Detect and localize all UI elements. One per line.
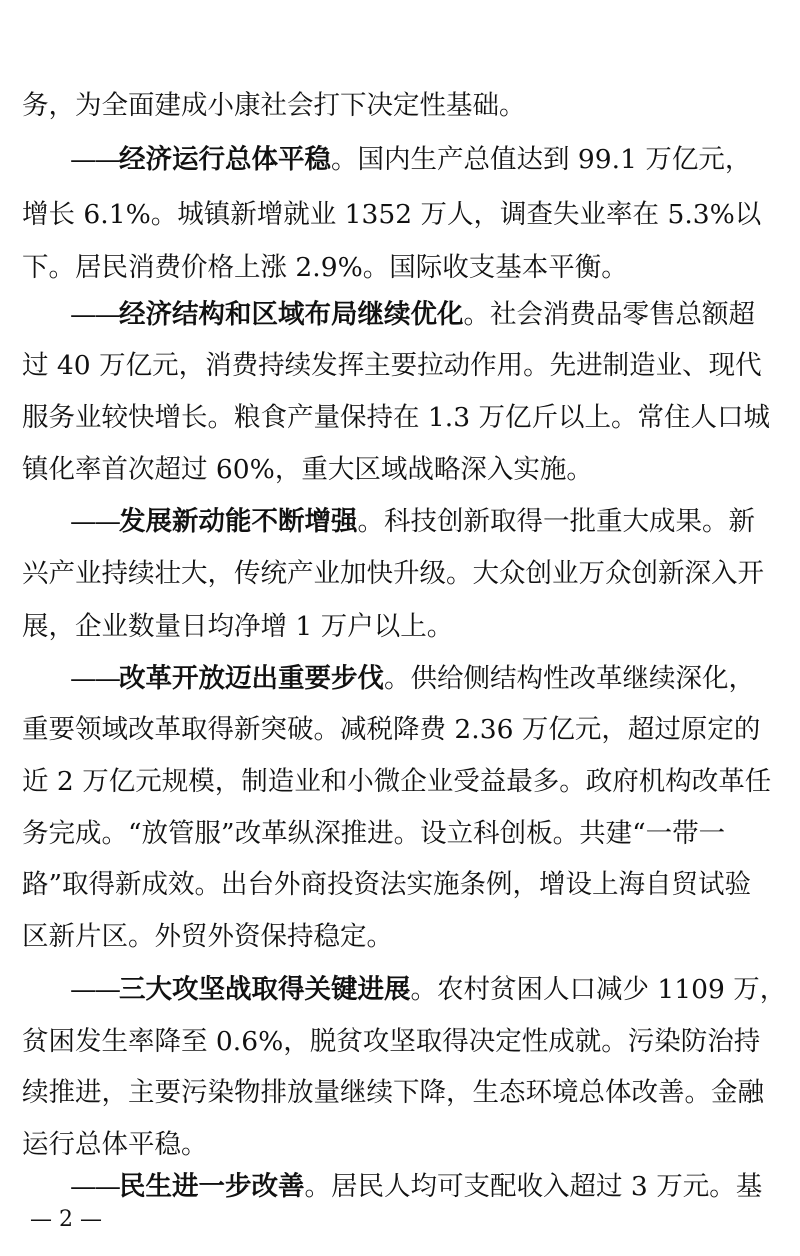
line-text: 过 40 万亿元，消费持续发挥主要拉动作用。先进制造业、现代 <box>22 350 762 381</box>
text-line <box>0 1015 800 1069</box>
paragraph-heading: 经济结构和区域布局继续优化 <box>119 299 464 330</box>
line-text: 镇化率首次超过 60%，重大区域战略深入实施。 <box>22 454 593 485</box>
text-line <box>0 703 800 757</box>
paragraph-line <box>0 652 800 706</box>
em-dash: —— <box>70 663 119 694</box>
text-line <box>0 1066 800 1120</box>
line-text: 。社会消费品零售总额超 <box>463 299 755 330</box>
text-line <box>0 547 800 601</box>
text-line <box>0 755 800 809</box>
line-text: 。农村贫困人口减少 1109 万， <box>410 974 787 1005</box>
line-text: 服务业较快增长。粮食产量保持在 1.3 万亿斤以上。常住人口城 <box>22 402 770 433</box>
line-text: 。国内生产总值达到 99.1 万亿元， <box>331 144 752 175</box>
line-text: 。科技创新取得一批重大成果。新 <box>357 506 755 537</box>
text-line <box>0 188 800 242</box>
line-text: 续推进，主要污染物排放量继续下降，生态环境总体改善。金融 <box>22 1077 764 1108</box>
em-dash: —— <box>70 144 119 175</box>
em-dash: —— <box>70 299 119 330</box>
paragraph-heading: 经济运行总体平稳 <box>119 144 331 175</box>
line-text: 下。居民消费价格上涨 2.9%。国际收支基本平衡。 <box>22 252 628 283</box>
line-text: 展，企业数量日均净增 1 万户以上。 <box>22 611 454 642</box>
text-line <box>0 807 800 861</box>
paragraph-line <box>0 495 800 549</box>
line-text: 贫困发生率降至 0.6%，脱贫攻坚取得决定性成就。污染防治持 <box>22 1026 761 1057</box>
line-text: 务，为全面建成小康社会打下决定性基础。 <box>22 90 526 121</box>
line-text: 。居民人均可支配收入超过 3 万元。基 <box>304 1171 763 1202</box>
paragraph-heading: 发展新动能不断增强 <box>119 506 358 537</box>
line-text: 近 2 万亿元规模，制造业和小微企业受益最多。政府机构改革任 <box>22 766 772 797</box>
text-line <box>0 79 800 133</box>
paragraph-heading: 民生进一步改善 <box>119 1171 305 1202</box>
line-text: 重要领域改革取得新突破。减税降费 2.36 万亿元，超过原定的 <box>22 714 761 745</box>
text-line <box>0 910 800 964</box>
text-line <box>0 339 800 393</box>
text-line <box>0 443 800 497</box>
paragraph-line <box>0 133 800 187</box>
paragraph-heading: 三大攻坚战取得关键进展 <box>119 974 411 1005</box>
line-text: 运行总体平稳。 <box>22 1129 208 1160</box>
paragraph-line <box>0 963 800 1017</box>
line-text: 务完成。“放管服”改革纵深推进。设立科创板。共建“一带一 <box>22 818 726 849</box>
line-text: 路”取得新成效。出台外商投资法实施条例，增设上海自贸试验 <box>22 869 752 900</box>
text-line <box>0 858 800 912</box>
line-text: 。供给侧结构性改革继续深化， <box>384 663 755 694</box>
line-text: 兴产业持续壮大，传统产业加快升级。大众创业万众创新深入开 <box>22 558 764 589</box>
page-number: — 2 — <box>30 1207 102 1232</box>
em-dash: —— <box>70 974 119 1005</box>
text-line <box>0 391 800 445</box>
em-dash: —— <box>70 1171 119 1202</box>
em-dash: —— <box>70 506 119 537</box>
line-text: 增长 6.1%。城镇新增就业 1352 万人，调查失业率在 5.3%以 <box>22 199 762 230</box>
paragraph-line <box>0 1160 800 1214</box>
text-line <box>0 600 800 654</box>
line-text: 区新片区。外贸外资保持稳定。 <box>22 921 393 952</box>
paragraph-line <box>0 288 800 342</box>
text-line <box>0 241 800 295</box>
paragraph-heading: 改革开放迈出重要步伐 <box>119 663 384 694</box>
